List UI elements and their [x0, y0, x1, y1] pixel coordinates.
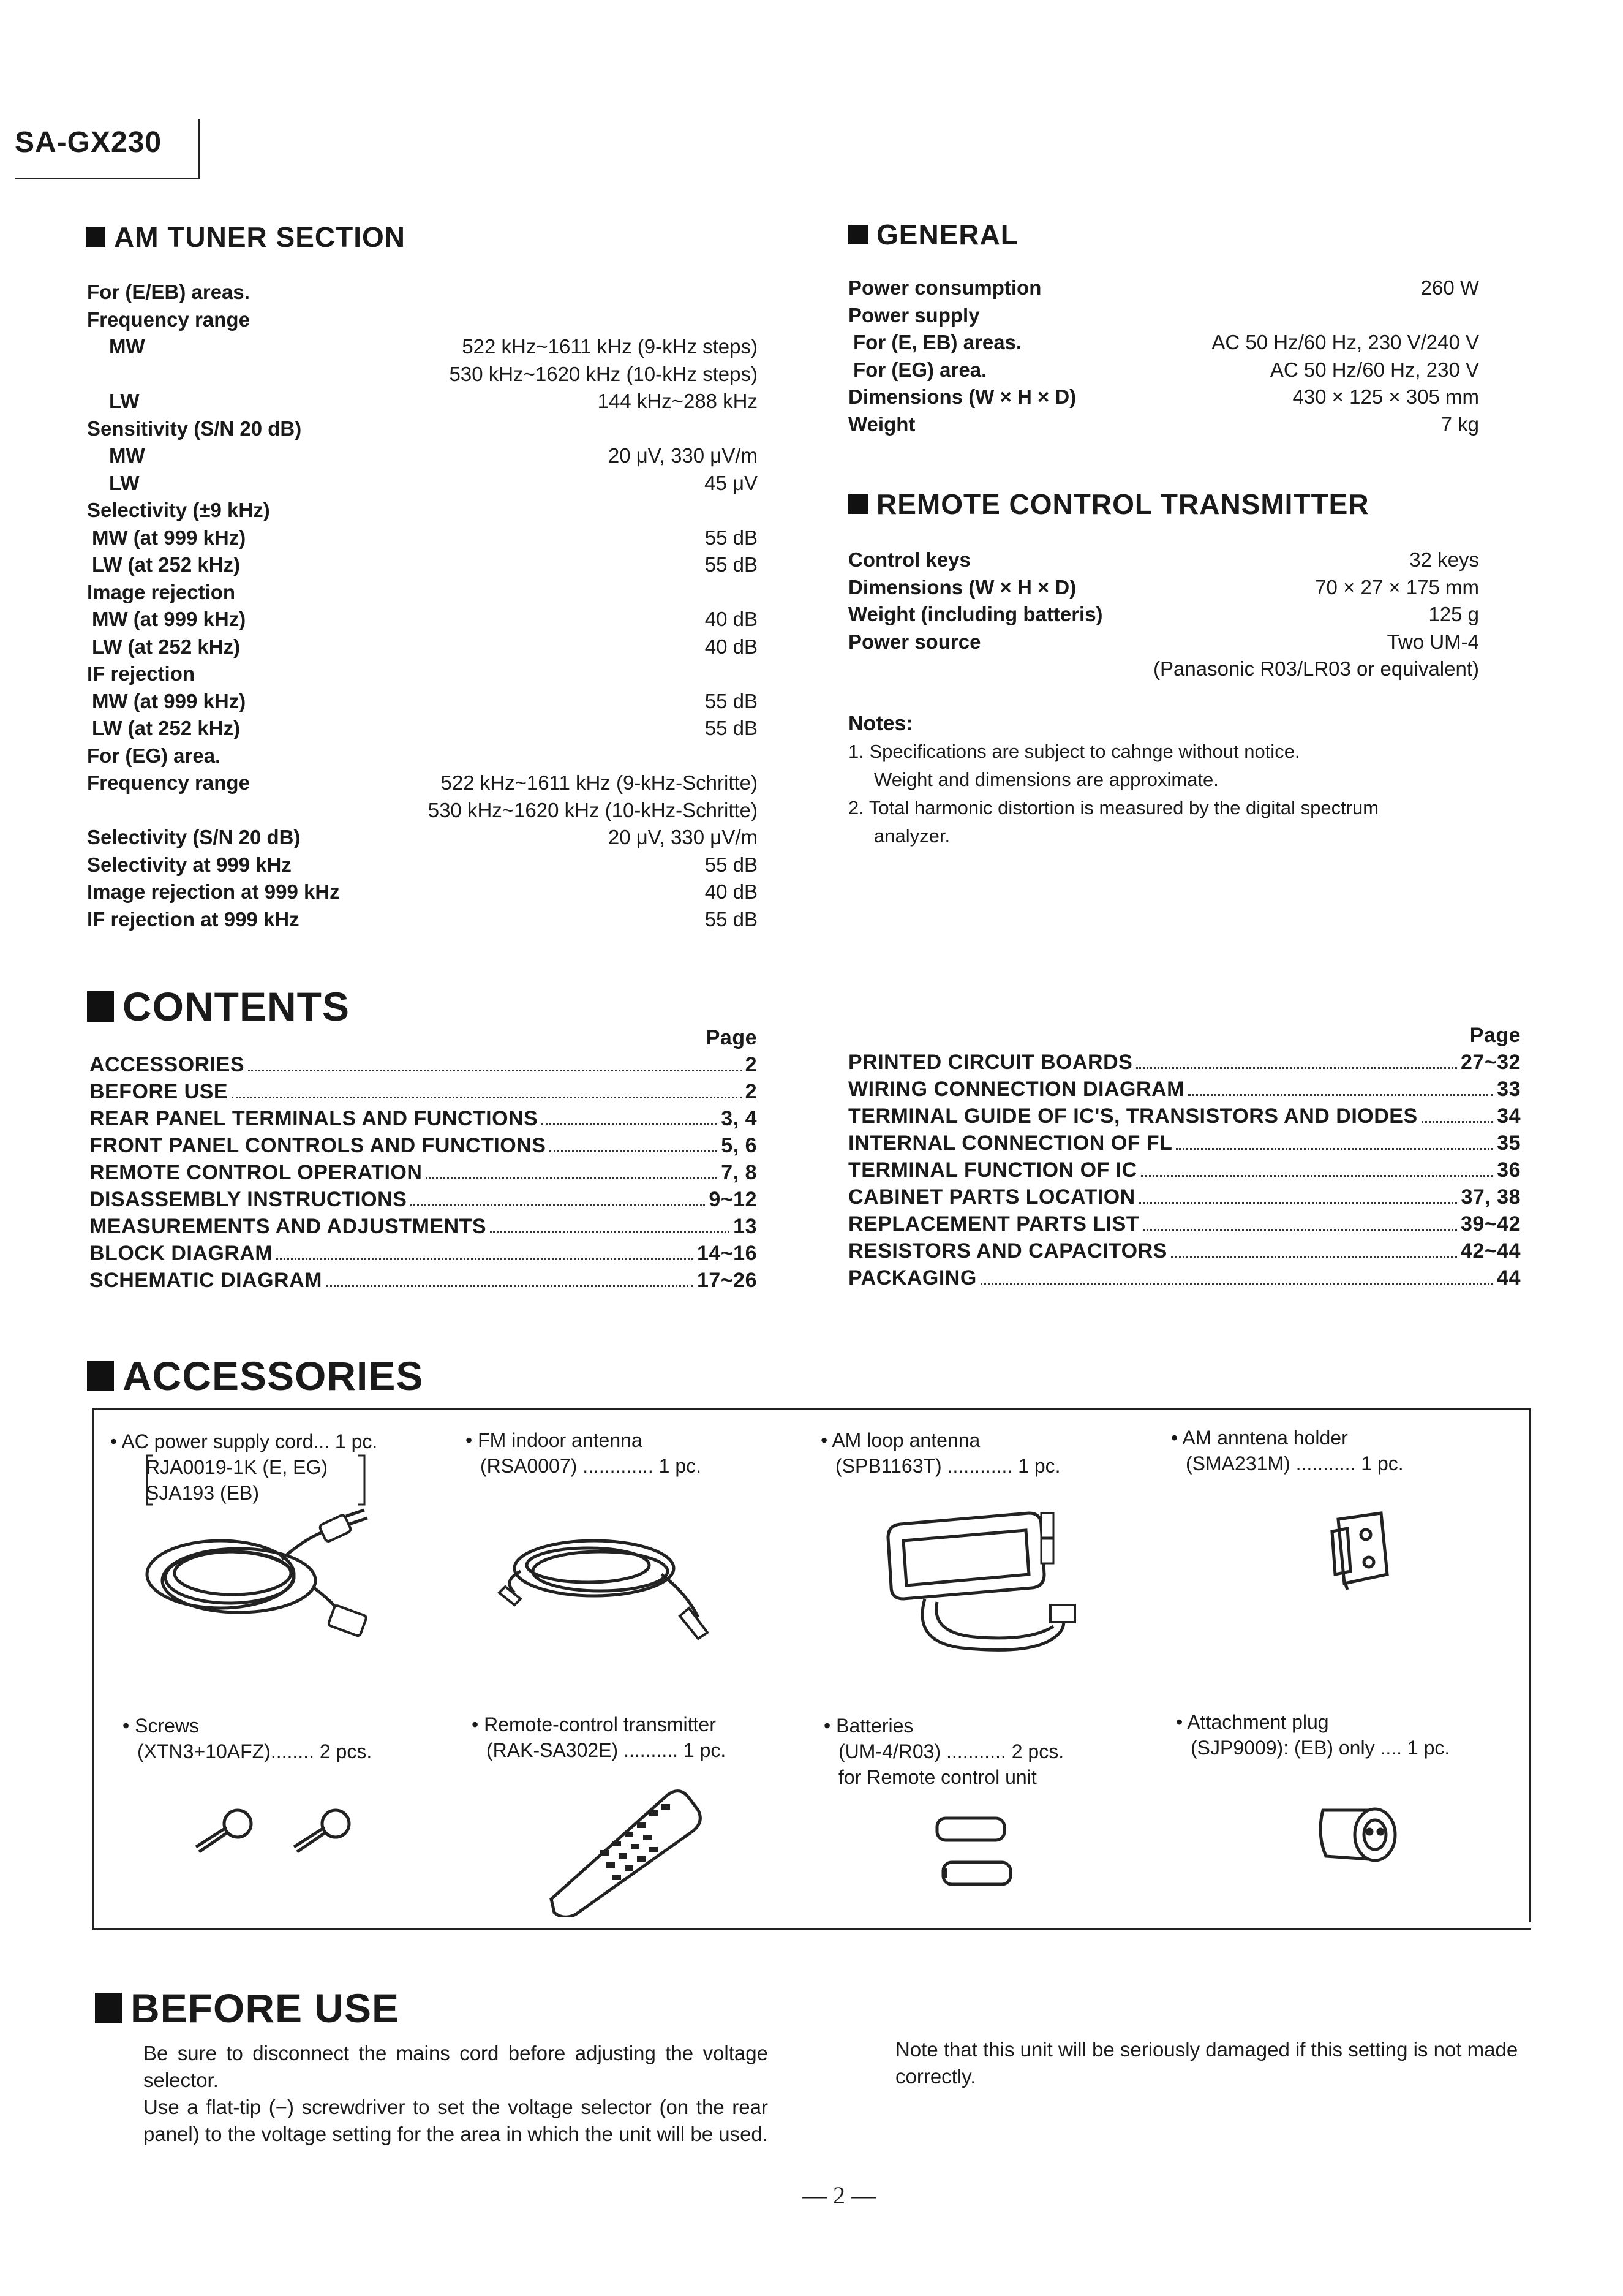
contents-entry-label: INTERNAL CONNECTION OF FL [848, 1131, 1173, 1155]
spec-row [87, 306, 758, 334]
spec-row [87, 279, 758, 306]
contents-entry-page: 39~42 [1461, 1212, 1521, 1236]
remote-transmitter-illustration-icon [527, 1777, 710, 1917]
spec-value: 125 g [1428, 603, 1479, 625]
spec-value: 32 keys [1409, 548, 1479, 571]
contents-entry[interactable] [89, 1105, 757, 1132]
spec-row [87, 797, 758, 825]
spec-row [87, 361, 758, 388]
spec-row [848, 357, 1479, 384]
spec-row [87, 333, 758, 361]
contents-entry[interactable] [848, 1210, 1521, 1237]
spec-row [848, 546, 1479, 574]
spec-row [87, 551, 758, 579]
spec-row [87, 497, 758, 524]
section-bullet-icon [86, 227, 105, 247]
spec-label: For (EG) area. [87, 744, 221, 767]
accessory-name: • Remote-control transmitter [472, 1713, 716, 1735]
note-line: 2. Total harmonic distortion is measured by the digital spectrum [848, 797, 1379, 818]
am-antenna-holder-illustration-icon [1323, 1507, 1396, 1593]
contents-entry-page: 7, 8 [721, 1161, 757, 1184]
spec-value: 55 dB [704, 526, 758, 549]
notes-heading: Notes: [848, 712, 913, 735]
accessory-part: (RAK-SA302E) .......... 1 pc. [486, 1739, 726, 1761]
accessory-name: • AM loop antenna [821, 1429, 981, 1451]
contents-entry-label: PRINTED CIRCUIT BOARDS [848, 1051, 1133, 1074]
dot-leader [1171, 1256, 1457, 1258]
accessory-attachment-plug [1176, 1709, 1450, 1761]
contents-entry[interactable] [848, 1076, 1521, 1103]
before-use-right-text [895, 2036, 1532, 2090]
accessory-name: • FM indoor antenna [465, 1429, 642, 1451]
contents-entry-page: 36 [1497, 1158, 1521, 1182]
dot-leader [426, 1177, 717, 1179]
dot-leader [1139, 1202, 1458, 1204]
general-spec-list [848, 274, 1479, 438]
contents-entry-page: 2 [745, 1080, 757, 1103]
spec-row [87, 579, 758, 606]
before-use-paragraph: Note that this unit will be seriously damaged if this setting is not made correctly. [895, 2038, 1518, 2088]
spec-value: 40 dB [704, 635, 758, 658]
accessory-name: • AM anntena holder [1171, 1427, 1348, 1449]
note-line: 1. Specifications are subject to cahnge without notice. [848, 741, 1300, 762]
spec-row [87, 388, 758, 415]
contents-entry-page: 9~12 [709, 1188, 757, 1211]
section-bullet-icon [87, 991, 114, 1022]
spec-row [848, 629, 1479, 656]
contents-entry[interactable] [848, 1237, 1521, 1264]
dot-leader [1188, 1094, 1493, 1096]
contents-entry-page: 14~16 [697, 1242, 757, 1265]
spec-label: Frequency range [87, 308, 250, 331]
accessory-note: for Remote control unit [838, 1766, 1037, 1788]
spec-value: 20 μV, 330 μV/m [608, 826, 758, 848]
accessory-part: (SMA231M) ........... 1 pc. [1186, 1452, 1404, 1475]
spec-label: MW (at 999 kHz) [92, 608, 246, 630]
spec-value: 260 W [1420, 276, 1479, 299]
dot-leader [276, 1258, 693, 1260]
contents-entry[interactable] [848, 1264, 1521, 1291]
before-use-paragraph: Be sure to disconnect the mains cord before adjusting the voltage selector. [143, 2042, 768, 2091]
contents-entry-label: REPLACEMENT PARTS LIST [848, 1212, 1140, 1236]
spec-value: 7 kg [1440, 412, 1479, 436]
spec-label: Selectivity (±9 kHz) [87, 499, 270, 521]
remote-title: REMOTE CONTROL TRANSMITTER [848, 488, 1369, 521]
spec-row [87, 470, 758, 497]
spec-label: For (EG) area. [853, 358, 987, 381]
spec-label: Image rejection at 999 kHz [87, 880, 340, 903]
accessories-frame-left [92, 1408, 94, 1928]
accessory-name: • Screws [122, 1715, 199, 1737]
spec-value: 45 μV [704, 471, 758, 494]
model-number: SA-GX230 [15, 126, 162, 159]
screws-illustration-icon [190, 1804, 355, 1859]
accessories-title: ACCESSORIES [87, 1353, 423, 1399]
contents-entry[interactable] [848, 1049, 1521, 1076]
accessory-batteries [824, 1713, 1064, 1790]
contents-entry-label: TERMINAL FUNCTION OF IC [848, 1158, 1137, 1182]
contents-entry-page: 34 [1497, 1105, 1521, 1128]
spec-label: MW (at 999 kHz) [92, 689, 246, 712]
dot-leader [1176, 1148, 1493, 1150]
contents-entry-page: 27~32 [1461, 1051, 1521, 1074]
am-tuner-title: AM TUNER SECTION [86, 221, 405, 254]
am-loop-antenna-illustration-icon [876, 1501, 1096, 1672]
fm-antenna-illustration-icon [496, 1513, 729, 1654]
spec-row [87, 852, 758, 879]
spec-row [848, 274, 1479, 302]
spec-label: Control keys [848, 548, 971, 571]
spec-label: For (E/EB) areas. [87, 281, 250, 303]
spec-row [848, 383, 1479, 411]
contents-entry[interactable] [89, 1051, 757, 1078]
spec-label: Selectivity at 999 kHz [87, 853, 292, 876]
contents-entry-label: FRONT PANEL CONTROLS AND FUNCTIONS [89, 1134, 546, 1157]
spec-value: 144 kHz~288 kHz [597, 390, 758, 412]
accessory-name: • AC power supply cord... 1 pc. [110, 1430, 378, 1452]
spec-label: MW [109, 444, 145, 467]
note-line: Weight and dimensions are approximate. [874, 769, 1219, 790]
dot-leader [981, 1283, 1493, 1285]
accessory-part: RJA0019-1K (E, EG) [146, 1456, 328, 1478]
section-bullet-icon [87, 1361, 114, 1391]
spec-row [87, 742, 758, 770]
spec-label: LW (at 252 kHz) [92, 717, 241, 739]
dot-leader [1422, 1121, 1494, 1123]
spec-label: IF rejection at 999 kHz [87, 907, 299, 931]
notes [848, 709, 1491, 850]
contents-entry-label: ACCESSORIES [89, 1053, 244, 1076]
contents-title: CONTENTS [87, 983, 350, 1030]
contents-entry-label: CABINET PARTS LOCATION [848, 1185, 1135, 1209]
before-use-left-text [143, 2040, 768, 2148]
spec-value: 430 × 125 × 305 mm [1292, 385, 1479, 408]
page-column-label: Page [706, 1026, 757, 1049]
spec-row [87, 906, 758, 934]
spec-value: 522 kHz~1611 kHz (9-kHz steps) [462, 335, 758, 358]
spec-value: Two UM-4 [1387, 630, 1479, 653]
spec-label: MW [109, 335, 145, 358]
spec-label: LW (at 252 kHz) [92, 553, 241, 576]
spec-label: MW (at 999 kHz) [92, 526, 246, 549]
contents-entry-label: WIRING CONNECTION DIAGRAM [848, 1078, 1184, 1101]
spec-row [848, 655, 1479, 683]
contents-entry-label: DISASSEMBLY INSTRUCTIONS [89, 1188, 407, 1211]
spec-label: IF rejection [87, 662, 195, 685]
contents-entry[interactable] [89, 1240, 757, 1267]
spec-label: Weight (including batteris) [848, 603, 1103, 625]
spec-value: 55 dB [704, 553, 758, 576]
section-bullet-icon [848, 494, 868, 514]
spec-label: Image rejection [87, 580, 236, 603]
contents-entry-label: REAR PANEL TERMINALS AND FUNCTIONS [89, 1107, 538, 1130]
spec-row [848, 302, 1479, 330]
spec-label: Frequency range [87, 771, 250, 794]
spec-label: Selectivity (S/N 20 dB) [87, 826, 301, 848]
section-bullet-icon [848, 225, 868, 244]
contents-entry-page: 5, 6 [721, 1134, 757, 1157]
contents-entry-label: PACKAGING [848, 1266, 977, 1290]
spec-row [848, 411, 1479, 439]
accessories-frame-bottom [92, 1928, 1531, 1930]
contents-left-column [89, 1024, 757, 1294]
spec-label: Power consumption [848, 276, 1042, 299]
accessory-part: (SJP9009): (EB) only .... 1 pc. [1191, 1737, 1450, 1759]
spec-label: Dimensions (W × H × D) [848, 385, 1077, 408]
contents-entry[interactable] [848, 1184, 1521, 1210]
spec-label: For (E, EB) areas. [853, 331, 1022, 353]
contents-entry-label: TERMINAL GUIDE OF IC'S, TRANSISTORS AND DIODES [848, 1105, 1418, 1128]
spec-row [87, 633, 758, 661]
spec-label: Power supply [848, 303, 980, 327]
contents-entry-page: 3, 4 [721, 1107, 757, 1130]
spec-row [848, 601, 1479, 629]
spec-label: Power source [848, 630, 981, 653]
spec-row [87, 606, 758, 633]
spec-row [87, 715, 758, 742]
model-header-box [15, 119, 200, 179]
contents-entry[interactable] [89, 1213, 757, 1240]
spec-value: 530 kHz~1620 kHz (10-kHz steps) [449, 362, 758, 385]
contents-entry-page: 33 [1497, 1078, 1521, 1101]
spec-value: AC 50 Hz/60 Hz, 230 V [1270, 358, 1479, 381]
contents-entry[interactable] [89, 1267, 757, 1294]
spec-value: AC 50 Hz/60 Hz, 230 V/240 V [1211, 331, 1479, 353]
spec-label: Dimensions (W × H × D) [848, 575, 1077, 599]
spec-row [87, 524, 758, 552]
accessory-fm-antenna [465, 1427, 701, 1479]
accessories-frame-right [1529, 1408, 1531, 1922]
accessory-part: (XTN3+10AFZ)........ 2 pcs. [137, 1740, 372, 1762]
accessory-name: • Batteries [824, 1715, 914, 1737]
general-title: GENERAL [848, 218, 1019, 251]
accessory-screws [122, 1713, 372, 1764]
contents-entry-page: 37, 38 [1461, 1185, 1521, 1209]
accessory-remote-transmitter [472, 1712, 726, 1763]
spec-label: LW [109, 471, 140, 494]
contents-entry-label: BEFORE USE [89, 1080, 228, 1103]
dot-leader [541, 1123, 717, 1125]
before-use-paragraph: Use a flat-tip (−) screwdriver to set the voltage selector (on the rear panel) to the voltage setting for the area in which the unit will be used. [143, 2096, 768, 2145]
before-use-title: BEFORE USE [95, 1985, 399, 2031]
contents-entry[interactable] [89, 1159, 757, 1186]
dot-leader [1136, 1067, 1457, 1069]
spec-row [848, 574, 1479, 602]
spec-label: Weight [848, 412, 916, 436]
contents-entry[interactable] [89, 1078, 757, 1105]
contents-entry[interactable] [848, 1130, 1521, 1157]
dot-leader [410, 1204, 705, 1206]
spec-value: 40 dB [704, 608, 758, 630]
contents-entry-label: REMOTE CONTROL OPERATION [89, 1161, 423, 1184]
spec-value: 70 × 27 × 175 mm [1315, 575, 1479, 599]
spec-value: 55 dB [704, 853, 758, 876]
ac-cord-illustration-icon [129, 1452, 386, 1648]
spec-label: LW (at 252 kHz) [92, 635, 241, 658]
am-tuner-spec-list [87, 279, 758, 933]
batteries-illustration-icon [931, 1813, 1017, 1893]
spec-label: LW [109, 390, 140, 412]
dot-leader [490, 1231, 729, 1233]
accessory-name: • Attachment plug [1176, 1711, 1329, 1733]
spec-row [87, 415, 758, 443]
spec-row [87, 878, 758, 906]
accessory-part: (SPB1163T) ............ 1 pc. [835, 1455, 1061, 1477]
spec-row [87, 769, 758, 797]
page-column-label: Page [1469, 1024, 1521, 1047]
contents-entry-page: 2 [745, 1053, 757, 1076]
contents-entry-page: 42~44 [1461, 1239, 1521, 1263]
spec-value: 40 dB [704, 880, 758, 903]
dot-leader [232, 1097, 742, 1098]
section-bullet-icon [95, 1993, 122, 2023]
contents-entry-label: RESISTORS AND CAPACITORS [848, 1239, 1167, 1263]
contents-entry[interactable] [89, 1186, 757, 1213]
spec-row [87, 660, 758, 688]
remote-spec-list [848, 546, 1479, 683]
accessories-frame-top [92, 1408, 1531, 1410]
spec-row [848, 329, 1479, 357]
spec-label: Sensitivity (S/N 20 dB) [87, 417, 302, 440]
accessory-am-loop [821, 1427, 1061, 1479]
contents-entry-page: 44 [1497, 1266, 1521, 1290]
spec-value: 55 dB [704, 717, 758, 739]
accessory-am-holder [1171, 1425, 1404, 1476]
accessory-part: (UM-4/R03) ........... 2 pcs. [838, 1740, 1064, 1762]
accessory-part: SJA193 (EB) [146, 1482, 259, 1504]
spec-value: 55 dB [704, 907, 758, 931]
contents-entry-page: 17~26 [697, 1269, 757, 1292]
accessory-part: (RSA0007) ............. 1 pc. [480, 1455, 702, 1477]
contents-entry-page: 35 [1497, 1131, 1521, 1155]
page-number: — 2 — [802, 2181, 876, 2209]
spec-value: 20 μV, 330 μV/m [608, 444, 758, 467]
dot-leader [326, 1285, 693, 1287]
contents-entry-label: BLOCK DIAGRAM [89, 1242, 273, 1265]
contents-entry-label: SCHEMATIC DIAGRAM [89, 1269, 322, 1292]
contents-entry[interactable] [89, 1132, 757, 1159]
spec-value: 55 dB [704, 689, 758, 712]
contents-entry[interactable] [848, 1103, 1521, 1130]
spec-row [87, 442, 758, 470]
dot-leader [248, 1070, 742, 1071]
contents-entry-page: 13 [733, 1215, 757, 1238]
contents-entry-label: MEASUREMENTS AND ADJUSTMENTS [89, 1215, 487, 1238]
spec-value: 530 kHz~1620 kHz (10-kHz-Schritte) [427, 798, 758, 821]
note-line: analyzer. [874, 825, 951, 847]
spec-value: 522 kHz~1611 kHz (9-kHz-Schritte) [440, 771, 758, 794]
dot-leader [549, 1150, 717, 1152]
contents-entry[interactable] [848, 1157, 1521, 1184]
contents-right-column [848, 1022, 1521, 1291]
spec-value: (Panasonic R03/LR03 or equivalent) [1153, 657, 1479, 680]
spec-row [87, 688, 758, 716]
spec-row [87, 824, 758, 852]
attachment-plug-illustration-icon [1311, 1798, 1403, 1871]
dot-leader [1143, 1229, 1457, 1231]
dot-leader [1141, 1175, 1493, 1177]
